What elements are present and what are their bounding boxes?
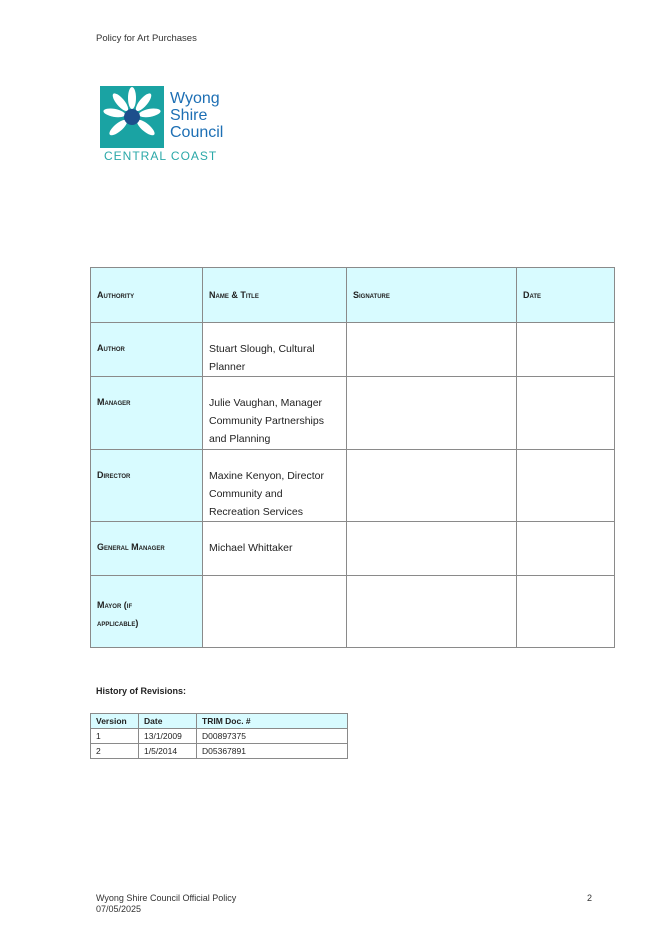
role-mayor-line: applicable) bbox=[97, 618, 139, 628]
name-cell bbox=[203, 323, 347, 377]
page-header-title: Policy for Art Purchases bbox=[96, 33, 197, 44]
footer-date: 07/05/2025 bbox=[96, 904, 142, 914]
history-cell: D00897375 bbox=[197, 729, 348, 744]
name-cell bbox=[203, 576, 347, 648]
authority-table bbox=[90, 267, 615, 648]
signature-cell bbox=[347, 522, 517, 576]
history-header-cell: TRIM Doc. # bbox=[197, 714, 348, 729]
history-title: History of Revisions: bbox=[96, 686, 187, 696]
date-cell bbox=[517, 323, 615, 377]
name-line: Maxine Kenyon, Director bbox=[209, 470, 324, 482]
header-date: Date bbox=[523, 290, 542, 300]
date-header-cell bbox=[517, 268, 615, 323]
date-cell bbox=[517, 576, 615, 648]
signature-cell bbox=[347, 323, 517, 377]
table-row bbox=[91, 323, 615, 377]
logo-line-1: Wyong bbox=[170, 90, 220, 107]
council-logo bbox=[100, 86, 240, 176]
name-line: and Planning bbox=[209, 433, 271, 445]
header-name-title: Name & Title bbox=[209, 290, 259, 300]
role-cell bbox=[91, 323, 203, 377]
authority-header-row bbox=[91, 268, 615, 323]
logo-line-3: Council bbox=[170, 124, 224, 141]
header-authority: Authority bbox=[97, 290, 135, 300]
name-line: Community Partnerships bbox=[209, 415, 324, 427]
history-cell: 13/1/2009 bbox=[139, 729, 197, 744]
history-cell: 1 bbox=[91, 729, 139, 744]
role-cell bbox=[91, 450, 203, 522]
role-general-manager: General Manager bbox=[97, 542, 165, 552]
header-signature: Signature bbox=[353, 290, 390, 300]
page-number: 2 bbox=[587, 893, 593, 903]
name-line: Michael Whittaker bbox=[209, 542, 293, 554]
name-cell bbox=[203, 450, 347, 522]
name-cell bbox=[203, 522, 347, 576]
signature-cell bbox=[347, 377, 517, 450]
date-cell bbox=[517, 522, 615, 576]
role-author: Author bbox=[97, 343, 125, 353]
history-header-cell: Date bbox=[139, 714, 197, 729]
logo-wordmark bbox=[170, 90, 223, 141]
history-table bbox=[90, 713, 348, 759]
role-cell bbox=[91, 576, 203, 648]
flower-logo-icon bbox=[100, 86, 164, 148]
date-cell bbox=[517, 450, 615, 522]
table-row bbox=[91, 729, 348, 744]
name-line: Recreation Services bbox=[209, 506, 303, 518]
table-row bbox=[91, 450, 615, 522]
logo-line-2: Shire bbox=[170, 107, 208, 124]
role-cell bbox=[91, 377, 203, 450]
table-row bbox=[91, 522, 615, 576]
logo-subtitle: CENTRAL COAST bbox=[104, 149, 218, 163]
table-row bbox=[91, 377, 615, 450]
role-director: Director bbox=[97, 470, 131, 480]
date-cell bbox=[517, 377, 615, 450]
name-cell bbox=[203, 377, 347, 450]
name-header-cell bbox=[203, 268, 347, 323]
name-line: Planner bbox=[209, 361, 246, 373]
authority-header-cell bbox=[91, 268, 203, 323]
table-row bbox=[91, 744, 348, 759]
role-manager: Manager bbox=[97, 397, 131, 407]
role-mayor-line: Mayor (if bbox=[97, 600, 133, 610]
name-line: Community and bbox=[209, 488, 283, 500]
page-footer bbox=[96, 893, 236, 915]
name-line: Stuart Slough, Cultural bbox=[209, 343, 315, 355]
history-cell: D05367891 bbox=[197, 744, 348, 759]
signature-cell bbox=[347, 576, 517, 648]
history-cell: 2 bbox=[91, 744, 139, 759]
role-cell bbox=[91, 522, 203, 576]
history-header-cell: Version bbox=[91, 714, 139, 729]
signature-cell bbox=[347, 450, 517, 522]
signature-header-cell bbox=[347, 268, 517, 323]
history-cell: 1/5/2014 bbox=[139, 744, 197, 759]
name-line: Julie Vaughan, Manager bbox=[209, 397, 323, 409]
table-row bbox=[91, 576, 615, 648]
history-header-row bbox=[91, 714, 348, 729]
footer-policy: Wyong Shire Council Official Policy bbox=[96, 893, 237, 903]
